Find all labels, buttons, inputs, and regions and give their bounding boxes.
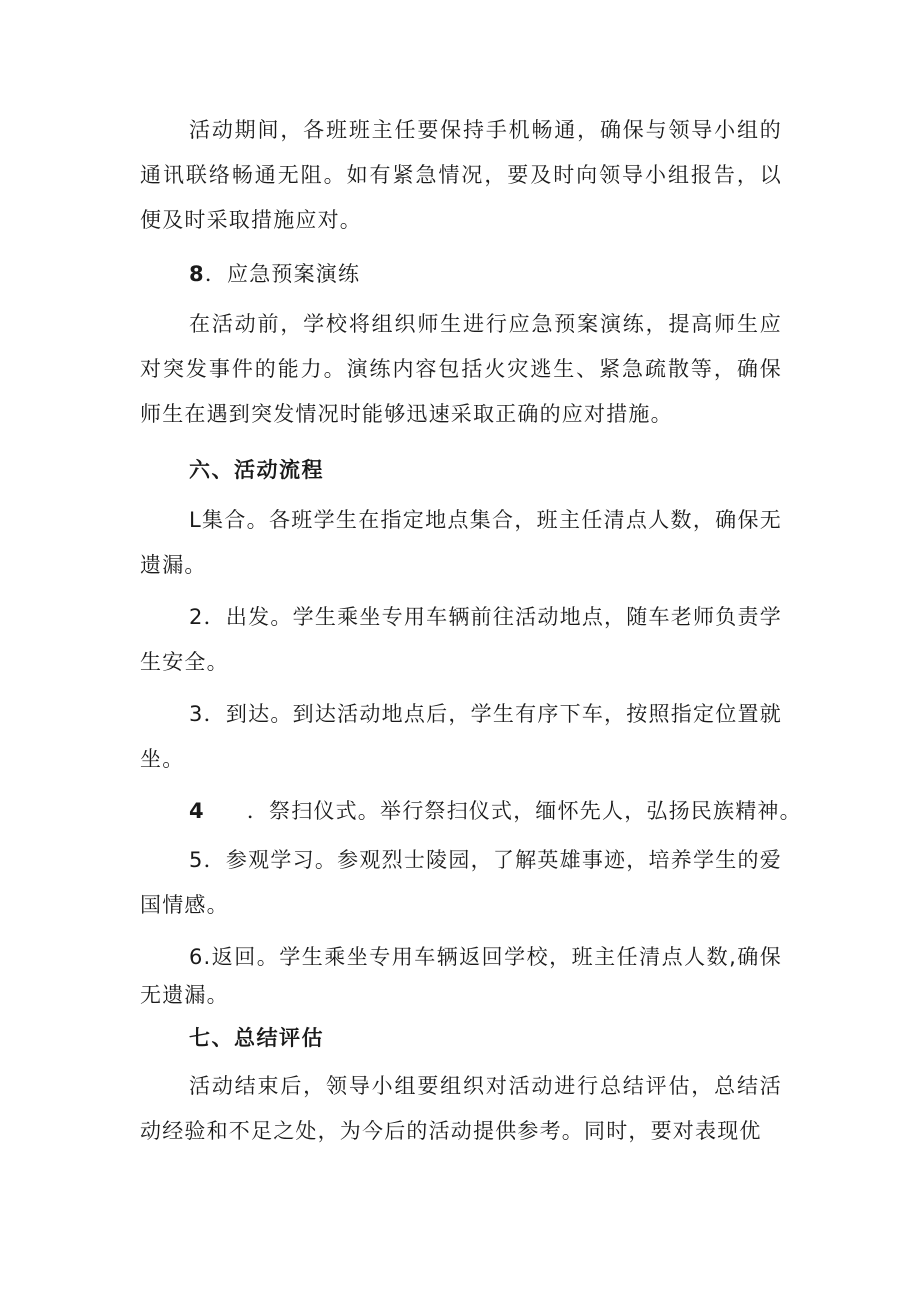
flow-item-2: 2．出发。学生乘坐专用车辆前往活动地点，随车老师负责学生安全。 [140,605,782,674]
flow-item-4 [189,789,802,834]
section-heading-summary: 七、总结评估 [189,1026,324,1050]
item-emergency-drill [189,252,360,297]
section-heading-flow: 六、活动流程 [189,458,324,482]
paragraph-summary: 活动结束后，领导小组要组织对活动进行总结评估，总结活动经验和不足之处，为今后的活动提供参考。同时，要对表现优 [140,1074,782,1143]
item-number: 4 [189,799,205,823]
item-title: ．应急预案演练 [204,262,361,286]
item-text: ．祭扫仪式。举行祭扫仪式，缅怀先人，弘扬民族精神。 [246,799,802,823]
flow-item-6: 6.返回。学生乘坐专用车辆返回学校，班主任清点人数,确保无遗漏。 [140,945,782,1007]
paragraph-drill: 在活动前，学校将组织师生进行应急预案演练，提高师生应对突发事件的能力。演练内容包括火灾逃生、紧急疏散等，确保师生在遇到突发情况时能够迅速采取正确的应对措施。 [140,312,782,426]
item-number: 8 [189,262,205,286]
flow-item-5: 5．参观学习。参观烈士陵园，了解英雄事迹，培养学生的爱国情感。 [140,848,782,917]
flow-item-3: 3．到达。到达活动地点后，学生有序下车，按照指定位置就坐。 [140,702,782,771]
flow-item-1: L集合。各班学生在指定地点集合，班主任清点人数，确保无遗漏。 [140,508,782,577]
paragraph-communication: 活动期间，各班班主任要保持手机畅通，确保与领导小组的通讯联络畅通无阻。如有紧急情况，要及时向领导小组报告，以便及时采取措施应对。 [140,118,782,232]
